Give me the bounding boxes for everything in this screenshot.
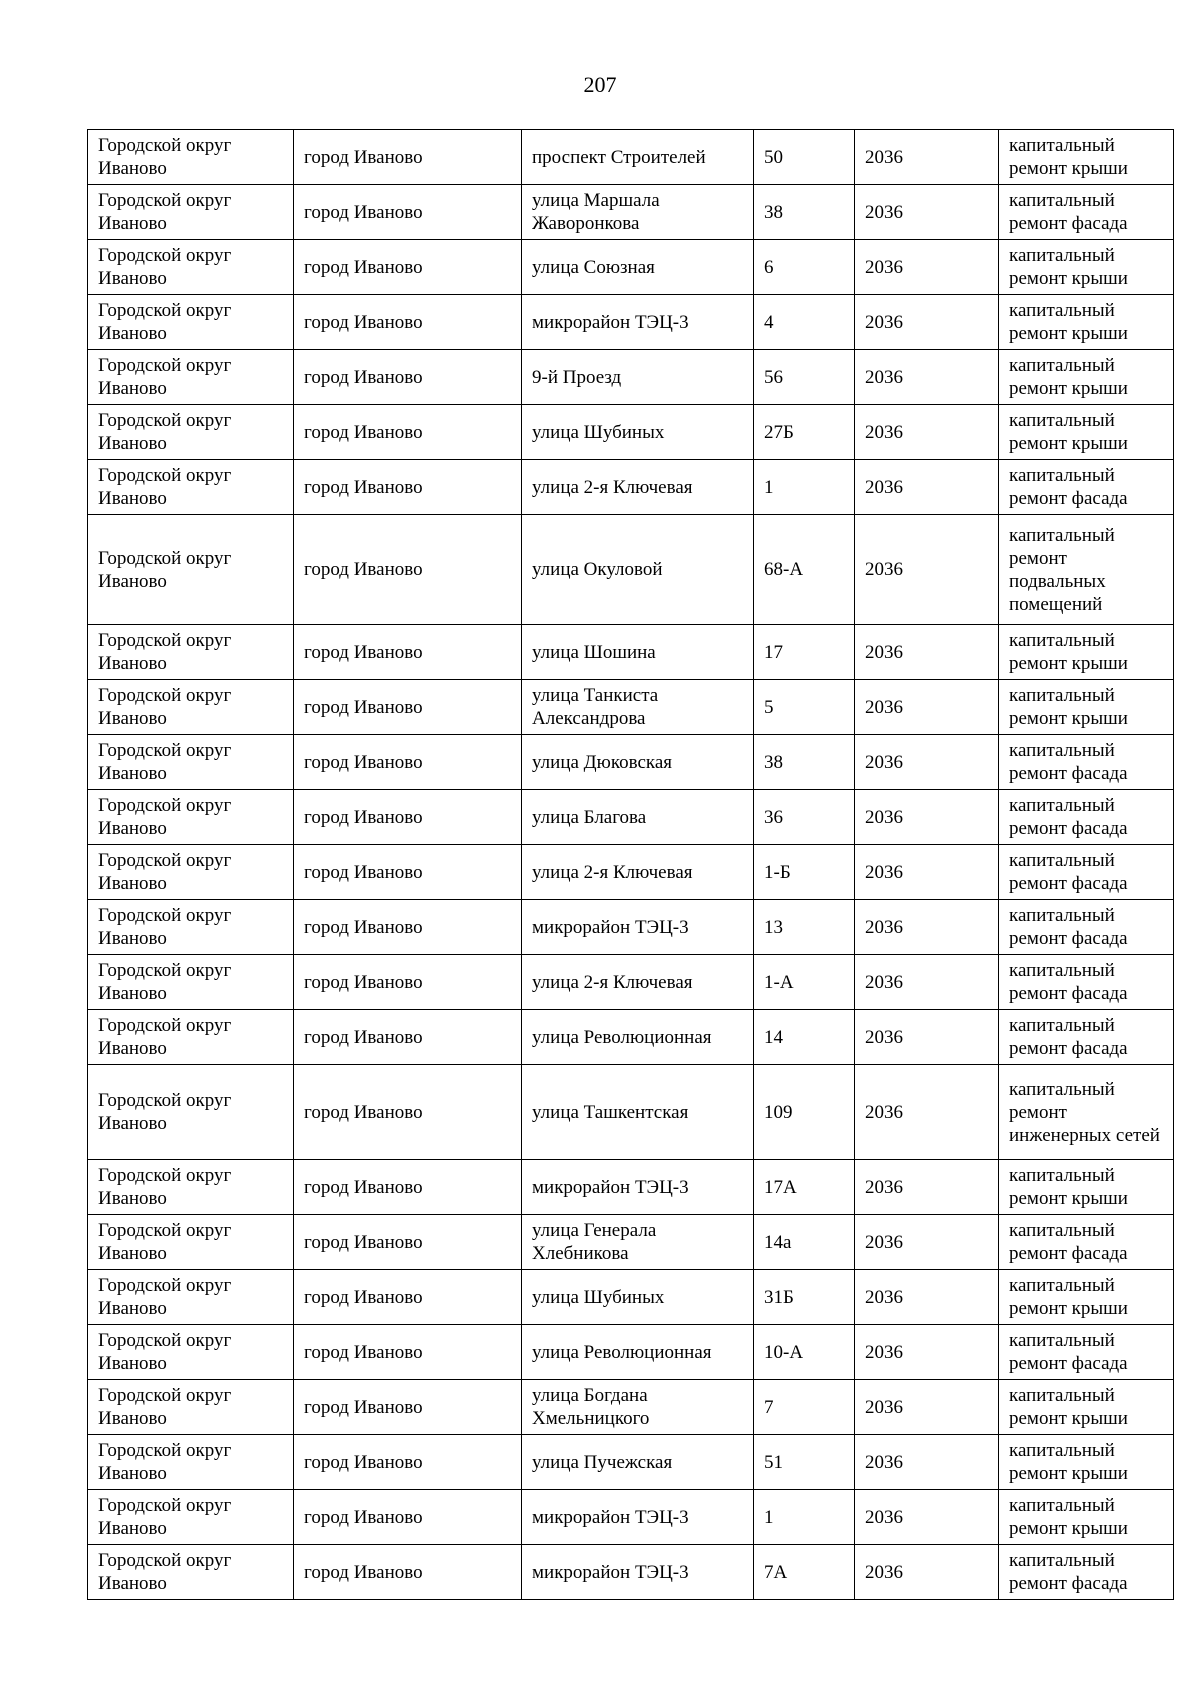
cell-district: Городской округ Иваново	[88, 130, 294, 185]
cell-work-type: капитальный ремонт крыши	[999, 1490, 1174, 1545]
cell-house-number: 6	[754, 240, 855, 295]
cell-house-number: 14	[754, 1010, 855, 1065]
cell-house-number: 5	[754, 680, 855, 735]
table-row	[88, 1160, 1174, 1215]
cell-settlement: город Иваново	[294, 1065, 522, 1160]
cell-district: Городской округ Иваново	[88, 405, 294, 460]
cell-settlement: город Иваново	[294, 1545, 522, 1600]
cell-house-number: 13	[754, 900, 855, 955]
cell-year: 2036	[855, 680, 999, 735]
cell-settlement: город Иваново	[294, 405, 522, 460]
cell-work-type: капитальный ремонт крыши	[999, 1380, 1174, 1435]
cell-settlement: город Иваново	[294, 460, 522, 515]
cell-house-number: 17А	[754, 1160, 855, 1215]
cell-work-type: капитальный ремонт фасада	[999, 1010, 1174, 1065]
cell-house-number: 10-А	[754, 1325, 855, 1380]
table-row	[88, 295, 1174, 350]
table-row	[88, 350, 1174, 405]
cell-house-number: 7А	[754, 1545, 855, 1600]
cell-settlement: город Иваново	[294, 185, 522, 240]
cell-house-number: 1-Б	[754, 845, 855, 900]
cell-year: 2036	[855, 240, 999, 295]
cell-street: улица Шубиных	[522, 1270, 754, 1325]
cell-year: 2036	[855, 460, 999, 515]
cell-settlement: город Иваново	[294, 735, 522, 790]
table-row	[88, 955, 1174, 1010]
cell-year: 2036	[855, 1010, 999, 1065]
cell-street: улица Шубиных	[522, 405, 754, 460]
cell-work-type: капитальный ремонт фасада	[999, 955, 1174, 1010]
cell-work-type: капитальный ремонт крыши	[999, 1435, 1174, 1490]
cell-district: Городской округ Иваново	[88, 680, 294, 735]
cell-house-number: 4	[754, 295, 855, 350]
table-body	[88, 130, 1174, 1600]
cell-street: улица Окуловой	[522, 515, 754, 625]
cell-district: Городской округ Иваново	[88, 295, 294, 350]
cell-work-type: капитальный ремонт крыши	[999, 1160, 1174, 1215]
cell-work-type: капитальный ремонт инженерных сетей	[999, 1065, 1174, 1160]
repair-schedule-table	[87, 129, 1174, 1600]
cell-work-type: капитальный ремонт фасада	[999, 1545, 1174, 1600]
cell-street: улица Революционная	[522, 1010, 754, 1065]
cell-year: 2036	[855, 1270, 999, 1325]
cell-street: проспект Строителей	[522, 130, 754, 185]
cell-year: 2036	[855, 625, 999, 680]
cell-settlement: город Иваново	[294, 845, 522, 900]
cell-work-type: капитальный ремонт крыши	[999, 1270, 1174, 1325]
cell-year: 2036	[855, 1325, 999, 1380]
cell-district: Городской округ Иваново	[88, 240, 294, 295]
cell-work-type: капитальный ремонт фасада	[999, 185, 1174, 240]
table-row	[88, 1010, 1174, 1065]
cell-house-number: 38	[754, 735, 855, 790]
cell-year: 2036	[855, 1160, 999, 1215]
cell-year: 2036	[855, 1490, 999, 1545]
cell-district: Городской округ Иваново	[88, 955, 294, 1010]
table-row	[88, 790, 1174, 845]
cell-year: 2036	[855, 1380, 999, 1435]
cell-year: 2036	[855, 1215, 999, 1270]
table-row	[88, 185, 1174, 240]
cell-year: 2036	[855, 790, 999, 845]
cell-year: 2036	[855, 295, 999, 350]
cell-settlement: город Иваново	[294, 350, 522, 405]
cell-street: улица Пучежская	[522, 1435, 754, 1490]
cell-work-type: капитальный ремонт фасада	[999, 735, 1174, 790]
cell-settlement: город Иваново	[294, 625, 522, 680]
table-row	[88, 460, 1174, 515]
cell-district: Городской округ Иваново	[88, 1435, 294, 1490]
table-row	[88, 1065, 1174, 1160]
cell-district: Городской округ Иваново	[88, 460, 294, 515]
cell-year: 2036	[855, 845, 999, 900]
cell-house-number: 38	[754, 185, 855, 240]
cell-work-type: капитальный ремонт крыши	[999, 625, 1174, 680]
table-row	[88, 1435, 1174, 1490]
cell-settlement: город Иваново	[294, 1215, 522, 1270]
cell-district: Городской округ Иваново	[88, 1065, 294, 1160]
cell-settlement: город Иваново	[294, 1270, 522, 1325]
cell-street: улица Маршала Жаворонкова	[522, 185, 754, 240]
cell-street: микрорайон ТЭЦ-3	[522, 900, 754, 955]
table-row	[88, 845, 1174, 900]
cell-year: 2036	[855, 185, 999, 240]
cell-district: Городской округ Иваново	[88, 735, 294, 790]
cell-street: улица 2-я Ключевая	[522, 460, 754, 515]
cell-street: улица Ташкентская	[522, 1065, 754, 1160]
cell-settlement: город Иваново	[294, 1380, 522, 1435]
table-row	[88, 1215, 1174, 1270]
cell-year: 2036	[855, 955, 999, 1010]
table-row	[88, 240, 1174, 295]
cell-street: улица Революционная	[522, 1325, 754, 1380]
cell-house-number: 17	[754, 625, 855, 680]
table-row	[88, 1545, 1174, 1600]
table-row	[88, 680, 1174, 735]
cell-settlement: город Иваново	[294, 515, 522, 625]
cell-house-number: 68-А	[754, 515, 855, 625]
table-row	[88, 515, 1174, 625]
cell-house-number: 36	[754, 790, 855, 845]
cell-work-type: капитальный ремонт фасада	[999, 460, 1174, 515]
cell-settlement: город Иваново	[294, 680, 522, 735]
cell-house-number: 27Б	[754, 405, 855, 460]
cell-district: Городской округ Иваново	[88, 1545, 294, 1600]
cell-district: Городской округ Иваново	[88, 1490, 294, 1545]
table-row	[88, 1380, 1174, 1435]
cell-work-type: капитальный ремонт фасада	[999, 1215, 1174, 1270]
cell-house-number: 14а	[754, 1215, 855, 1270]
cell-street: микрорайон ТЭЦ-3	[522, 295, 754, 350]
cell-street: улица Союзная	[522, 240, 754, 295]
cell-district: Городской округ Иваново	[88, 900, 294, 955]
cell-year: 2036	[855, 405, 999, 460]
cell-street: улица Богдана Хмельницкого	[522, 1380, 754, 1435]
cell-street: микрорайон ТЭЦ-3	[522, 1160, 754, 1215]
cell-work-type: капитальный ремонт крыши	[999, 295, 1174, 350]
cell-work-type: капитальный ремонт крыши	[999, 405, 1174, 460]
table-row	[88, 1270, 1174, 1325]
cell-house-number: 1-А	[754, 955, 855, 1010]
cell-house-number: 109	[754, 1065, 855, 1160]
cell-settlement: город Иваново	[294, 1490, 522, 1545]
cell-work-type: капитальный ремонт крыши	[999, 130, 1174, 185]
cell-settlement: город Иваново	[294, 240, 522, 295]
cell-street: улица 2-я Ключевая	[522, 845, 754, 900]
table-row	[88, 130, 1174, 185]
cell-street: микрорайон ТЭЦ-3	[522, 1545, 754, 1600]
table-row	[88, 735, 1174, 790]
cell-settlement: город Иваново	[294, 900, 522, 955]
cell-house-number: 50	[754, 130, 855, 185]
cell-settlement: город Иваново	[294, 1325, 522, 1380]
cell-district: Городской округ Иваново	[88, 1010, 294, 1065]
cell-street: улица Дюковская	[522, 735, 754, 790]
cell-house-number: 51	[754, 1435, 855, 1490]
cell-work-type: капитальный ремонт фасада	[999, 845, 1174, 900]
cell-street: улица Шошина	[522, 625, 754, 680]
cell-work-type: капитальный ремонт крыши	[999, 350, 1174, 405]
cell-street: улица Танкиста Александрова	[522, 680, 754, 735]
cell-street: микрорайон ТЭЦ-3	[522, 1490, 754, 1545]
cell-district: Городской округ Иваново	[88, 350, 294, 405]
table-row	[88, 900, 1174, 955]
cell-house-number: 1	[754, 1490, 855, 1545]
table-row	[88, 405, 1174, 460]
cell-work-type: капитальный ремонт крыши	[999, 680, 1174, 735]
cell-settlement: город Иваново	[294, 1160, 522, 1215]
table-row	[88, 1325, 1174, 1380]
cell-district: Городской округ Иваново	[88, 1325, 294, 1380]
cell-district: Городской округ Иваново	[88, 1215, 294, 1270]
cell-year: 2036	[855, 130, 999, 185]
cell-house-number: 1	[754, 460, 855, 515]
cell-district: Городской округ Иваново	[88, 790, 294, 845]
cell-district: Городской округ Иваново	[88, 185, 294, 240]
cell-work-type: капитальный ремонт фасада	[999, 790, 1174, 845]
cell-year: 2036	[855, 900, 999, 955]
cell-year: 2036	[855, 350, 999, 405]
cell-work-type: капитальный ремонт подвальных помещений	[999, 515, 1174, 625]
page-number: 207	[583, 72, 617, 97]
cell-work-type: капитальный ремонт фасада	[999, 1325, 1174, 1380]
cell-settlement: город Иваново	[294, 955, 522, 1010]
cell-settlement: город Иваново	[294, 1435, 522, 1490]
cell-district: Городской округ Иваново	[88, 1160, 294, 1215]
cell-settlement: город Иваново	[294, 790, 522, 845]
cell-year: 2036	[855, 1065, 999, 1160]
cell-house-number: 31Б	[754, 1270, 855, 1325]
cell-house-number: 7	[754, 1380, 855, 1435]
table-row	[88, 625, 1174, 680]
cell-year: 2036	[855, 735, 999, 790]
cell-street: улица Генерала Хлебникова	[522, 1215, 754, 1270]
cell-year: 2036	[855, 1545, 999, 1600]
cell-work-type: капитальный ремонт крыши	[999, 240, 1174, 295]
cell-street: улица Благова	[522, 790, 754, 845]
cell-settlement: город Иваново	[294, 1010, 522, 1065]
cell-year: 2036	[855, 515, 999, 625]
cell-street: 9-й Проезд	[522, 350, 754, 405]
cell-year: 2036	[855, 1435, 999, 1490]
cell-district: Городской округ Иваново	[88, 1380, 294, 1435]
cell-settlement: город Иваново	[294, 130, 522, 185]
cell-district: Городской округ Иваново	[88, 625, 294, 680]
cell-house-number: 56	[754, 350, 855, 405]
cell-work-type: капитальный ремонт фасада	[999, 900, 1174, 955]
cell-district: Городской округ Иваново	[88, 845, 294, 900]
cell-district: Городской округ Иваново	[88, 515, 294, 625]
cell-settlement: город Иваново	[294, 295, 522, 350]
table-row	[88, 1490, 1174, 1545]
cell-street: улица 2-я Ключевая	[522, 955, 754, 1010]
cell-district: Городской округ Иваново	[88, 1270, 294, 1325]
